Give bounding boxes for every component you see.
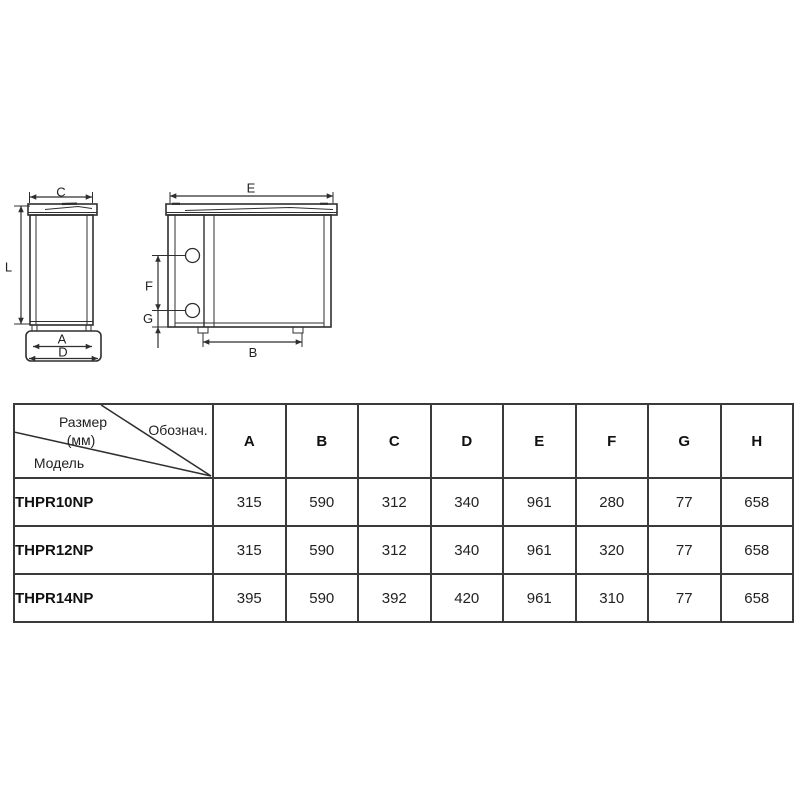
dim-value: 312	[358, 478, 431, 526]
dim-value: 590	[286, 574, 359, 622]
dimensions-table	[13, 403, 794, 623]
column-header-e: E	[503, 404, 576, 478]
dim-value: 961	[503, 478, 576, 526]
side-foot-right	[86, 325, 91, 331]
model-name: THPR14NP	[14, 574, 213, 622]
corner-designation-label: Обознач.	[148, 422, 208, 438]
dim-label-c: C	[56, 184, 66, 200]
dim-value: 77	[648, 478, 721, 526]
side-view-drawing	[5, 185, 101, 362]
dim-value: 658	[721, 526, 794, 574]
table-corner-cell	[14, 404, 213, 478]
dim-value: 420	[431, 574, 504, 622]
dim-label-a: A	[57, 331, 67, 347]
dim-value: 961	[503, 526, 576, 574]
table-row	[14, 574, 793, 622]
front-lid-seam	[185, 208, 333, 211]
front-foot-left	[198, 327, 208, 333]
corner-size-label: Размер	[58, 414, 108, 430]
dim-value: 590	[286, 526, 359, 574]
model-name: THPR10NP	[14, 478, 213, 526]
dim-value: 340	[431, 526, 504, 574]
side-body	[30, 215, 93, 325]
dim-label-f: F	[145, 278, 153, 294]
corner-unit-label: (мм)	[66, 432, 96, 448]
dim-value: 312	[358, 526, 431, 574]
column-header-g: G	[648, 404, 721, 478]
dim-value: 392	[358, 574, 431, 622]
dim-value: 961	[503, 574, 576, 622]
dim-value: 315	[213, 478, 286, 526]
dim-value: 395	[213, 574, 286, 622]
table-row	[14, 526, 793, 574]
corner-model-label: Модель	[33, 455, 85, 471]
table-row	[14, 478, 793, 526]
dim-value: 315	[213, 526, 286, 574]
side-top-cap	[28, 204, 97, 215]
dim-label-b: B	[248, 345, 258, 360]
table-header-row	[14, 404, 793, 478]
column-header-a: A	[213, 404, 286, 478]
column-header-f: F	[576, 404, 649, 478]
pipe-connection-upper	[186, 249, 200, 263]
front-body	[168, 215, 331, 327]
dim-value: 340	[431, 478, 504, 526]
column-header-d: D	[431, 404, 504, 478]
dim-value: 658	[721, 478, 794, 526]
column-header-h: H	[721, 404, 794, 478]
side-foot-left	[32, 325, 37, 331]
side-lid-seam	[45, 207, 92, 210]
model-name: THPR12NP	[14, 526, 213, 574]
dim-label-e: E	[246, 180, 256, 196]
dim-value: 590	[286, 478, 359, 526]
dim-value: 280	[576, 478, 649, 526]
dim-value: 310	[576, 574, 649, 622]
dimension-drawings	[0, 180, 360, 370]
column-header-c: C	[358, 404, 431, 478]
dim-label-d: D	[58, 344, 68, 360]
dim-value: 77	[648, 574, 721, 622]
dim-label-l: L	[4, 259, 13, 275]
front-top-cap	[166, 204, 337, 215]
dim-value: 658	[721, 574, 794, 622]
front-foot-right	[293, 327, 303, 333]
column-header-b: B	[286, 404, 359, 478]
dim-value: 77	[648, 526, 721, 574]
pipe-connection-lower	[186, 304, 200, 318]
front-view-drawing	[143, 181, 337, 361]
dim-label-g: G	[142, 311, 154, 326]
dim-value: 320	[576, 526, 649, 574]
